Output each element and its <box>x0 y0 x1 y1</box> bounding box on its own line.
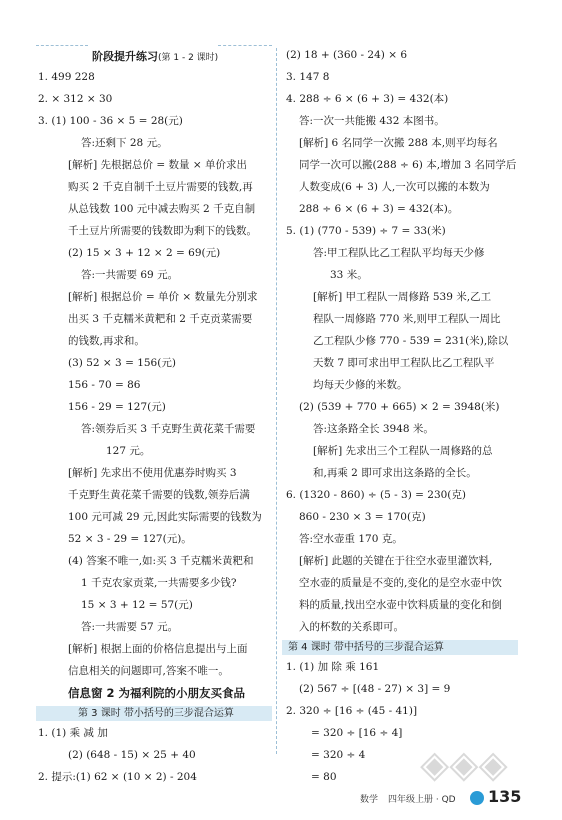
answer-line: (2) 18 + (360 - 24) × 6 <box>286 49 408 61</box>
explanation-line: [解析] 此题的关键在于往空水壶里灌饮料, <box>299 555 493 567</box>
answer-line: 答:一共需要 69 元。 <box>81 269 179 281</box>
answer-line: 答:领券后买 3 千克野生黄花菜千需要 <box>81 423 256 435</box>
footer-subject: 数学 <box>360 795 379 805</box>
explanation-line: 同学一次可以搬(288 ÷ 6) 本,增加 3 名同学后 <box>299 159 517 171</box>
answer-line: 1. (1) 乘 减 加 <box>38 727 108 739</box>
explanation-line: [解析] 先根据总价 = 数量 × 单价求出 <box>68 159 247 171</box>
explanation-line: 千土豆片所需要的钱数即为剩下的钱数。 <box>68 225 257 237</box>
answer-line: 156 - 70 = 86 <box>68 379 141 391</box>
explanation-line: 的钱数,再求和。 <box>68 335 145 347</box>
answer-line: 答:空水壶重 170 克。 <box>299 533 403 545</box>
explanation-line: 千克野生黄花菜千需要的钱数,领券后满 <box>68 489 250 501</box>
header-rule-right <box>218 45 272 46</box>
explanation-line: [解析] 甲工程队一周修路 539 米,乙工 <box>313 291 492 303</box>
answer-line: 15 × 3 + 12 = 57(元) <box>81 599 193 611</box>
answer-line: (2) (648 - 15) × 25 + 40 <box>68 749 196 761</box>
explanation-line: 288 ÷ 6 × (6 + 3) = 432(本)。 <box>299 203 459 215</box>
explanation-line: [解析] 先求出不使用优惠券时购买 3 <box>68 467 237 479</box>
heading-subtitle: (第 1 - 2 课时) <box>158 53 219 63</box>
answer-line: = 80 <box>311 771 337 783</box>
answer-line: 3. 147 8 <box>286 71 330 83</box>
explanation-line: 乙工程队少修 770 - 539 = 231(米),除以 <box>313 335 509 347</box>
explanation-line: 52 × 3 - 29 = 127(元)。 <box>68 533 192 545</box>
watermark-logo-icon: ◈◈◈ <box>420 742 508 786</box>
explanation-line: [解析] 先求出三个工程队一周修路的总 <box>313 445 493 457</box>
page-badge-icon <box>470 791 484 805</box>
answer-line: (4) 答案不唯一,如:买 3 千克糯米黄粑和 <box>68 555 254 567</box>
lesson-title: 第 4 课时 带中括号的三步混合运算 <box>288 642 444 653</box>
explanation-line: 从总钱数 100 元中减去购买 2 千克自制 <box>68 203 256 215</box>
answer-line: 答:甲工程队比乙工程队平均每天少修 <box>313 247 485 259</box>
answer-line: 33 米。 <box>330 269 368 281</box>
answer-line: 答:还剩下 28 元。 <box>81 137 168 149</box>
explanation-line: 和,再乘 2 即可求出这条路的全长。 <box>313 467 477 479</box>
column-divider <box>276 48 277 754</box>
explanation-line: 100 元可减 29 元,因此实际需要的钱数为 <box>68 511 262 523</box>
explanation-line: [解析] 6 名同学一次搬 288 本,则平均每名 <box>299 137 498 149</box>
footer-grade: 四年级上册 · QD <box>388 795 456 805</box>
answer-line: 1 千克农家贡菜,一共需要多少钱? <box>81 577 237 589</box>
answer-line: 5. (1) (770 - 539) ÷ 7 = 33(米) <box>286 225 446 237</box>
answer-line: 860 - 230 × 3 = 170(克) <box>299 511 426 523</box>
answer-line: = 320 ÷ [16 ÷ 4] <box>311 727 403 739</box>
answer-line: 1. (1) 加 除 乘 161 <box>286 661 380 673</box>
lesson-title: 第 3 课时 带小括号的三步混合运算 <box>78 708 234 719</box>
answer-line: 2. 提示:(1) 62 × (10 × 2) - 204 <box>38 771 197 783</box>
answer-line: 127 元。 <box>106 445 151 457</box>
left-heading <box>92 50 218 65</box>
answer-line: = 320 ÷ 4 <box>311 749 366 761</box>
explanation-line: 出买 3 千克糯米黄粑和 2 千克贡菜需要 <box>68 313 253 325</box>
explanation-line: 购买 2 千克自制千土豆片需要的钱数,再 <box>68 181 253 193</box>
answer-line: 答:这条路全长 3948 米。 <box>313 423 434 435</box>
answer-line: 6. (1320 - 860) ÷ (5 - 3) = 230(克) <box>286 489 466 501</box>
answer-line: 156 - 29 = 127(元) <box>68 401 166 413</box>
answer-line: 2. × 312 × 30 <box>38 93 113 105</box>
answer-line: (3) 52 × 3 = 156(元) <box>68 357 176 369</box>
answer-line: 4. 288 ÷ 6 × (6 + 3) = 432(本) <box>286 93 449 105</box>
explanation-line: 均每天少修的米数。 <box>313 379 408 391</box>
heading-title: 阶段提升练习 <box>92 50 158 63</box>
explanation-line: 信息相关的问题即可,答案不唯一。 <box>68 665 229 677</box>
answer-line: 2. 320 ÷ [16 ÷ (45 - 41)] <box>286 705 418 717</box>
page-number: 135 <box>488 787 522 806</box>
section-title: 信息窗 2 为福利院的小朋友买食品 <box>68 686 246 700</box>
answer-line: (2) 15 × 3 + 12 × 2 = 69(元) <box>68 247 221 259</box>
header-rule-left <box>36 45 88 46</box>
answer-line: 答:一共需要 57 元。 <box>81 621 179 633</box>
answer-line: 1. 499 228 <box>38 71 95 83</box>
explanation-line: 天数 7 即可求出甲工程队比乙工程队平 <box>313 357 495 369</box>
explanation-line: 料的质量,找出空水壶中饮料质量的变化和倒 <box>299 599 502 611</box>
explanation-line: 人数变成(6 + 3) 人,一次可以搬的本数为 <box>299 181 490 193</box>
answer-line: (2) (539 + 770 + 665) × 2 = 3948(米) <box>299 401 500 413</box>
answer-line: (2) 567 ÷ [(48 - 27) × 3] = 9 <box>299 683 451 695</box>
explanation-line: [解析] 根据上面的价格信息提出与上面 <box>68 643 248 655</box>
explanation-line: 入的杯数的关系即可。 <box>299 621 404 633</box>
explanation-line: 空水壶的质量是不变的,变化的是空水壶中饮 <box>299 577 502 589</box>
answer-line: 答:一次一共能搬 432 本图书。 <box>299 115 445 127</box>
explanation-line: 程队一周修路 770 米,则甲工程队一周比 <box>313 313 501 325</box>
answer-line: 3. (1) 100 - 36 × 5 = 28(元) <box>38 115 183 127</box>
explanation-line: [解析] 根据总价 = 单价 × 数量先分别求 <box>68 291 258 303</box>
